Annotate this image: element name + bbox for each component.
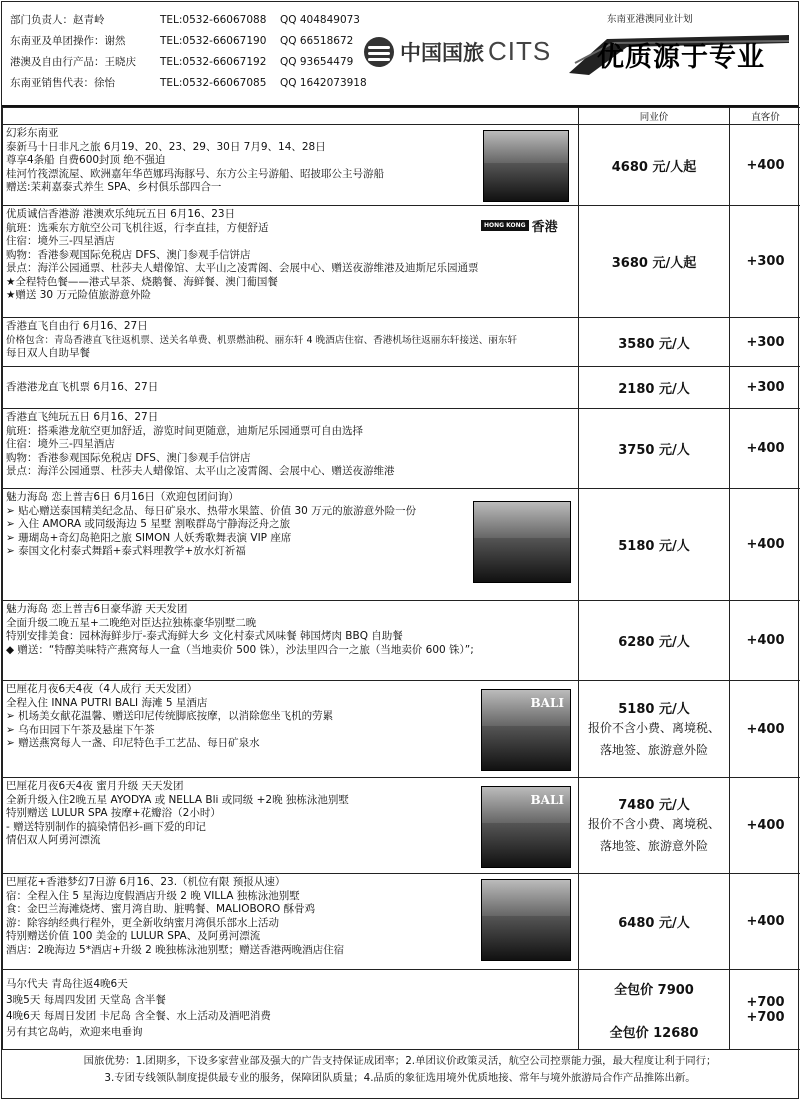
desc-line: 香港直飞纯玩五日 6月16、27日 (6, 411, 575, 425)
desc-line: 香港港龙直飞机票 6月16、27日 (6, 381, 575, 395)
price-value: 全包价 7900 (579, 979, 729, 998)
desc-line: 酒店：2晚海边 5*酒店+升级 2 晚独栋泳池别墅；赠送香港两晚酒店住宿 (6, 944, 575, 958)
retail-price: +300 (730, 318, 800, 367)
desc-line: 3晚5天 每周四发团 天堂岛 含半餐 (6, 992, 575, 1008)
desc-line: ★全程特色餐——港式早茶、烧鹅餐、海鲜餐、澳门葡国餐 (6, 276, 575, 290)
desc-line: 魅力海岛 恋上普吉6日 6月16日（欢迎包团问询） (6, 491, 575, 505)
contact-row (10, 10, 380, 31)
product-desc (3, 409, 579, 489)
price-note: 落地签、旅游意外险 (579, 739, 729, 761)
desc-line: 泰新马十日非凡之旅 6月19、20、23、29、30日 7月9、14、28日 (6, 141, 575, 155)
desc-line: 景点：海洋公园通票、杜莎夫人蜡像馆、太平山之凌霄阁、会展中心、赠送夜游维港 (6, 465, 575, 479)
globe-icon (364, 37, 394, 67)
table-row (3, 125, 800, 206)
desc-line: 巴厘花+香港梦幻7日游 6月16、23.（机位有限 预报从速） (6, 876, 575, 890)
retail-price: +400 (730, 874, 800, 970)
product-desc (3, 489, 579, 601)
desc-line: 食：金巴兰海滩烧烤、蜜月湾自助、脏鸭餐、MALIOBORO 酥骨鸡 (6, 903, 575, 917)
retail-price: +300 (730, 206, 800, 318)
desc-line: 全新升级入住2晚五星 AYODYA 或 NELLA Bli 或同级 +2晚 独栋泳池别墅 (6, 794, 575, 808)
product-desc (3, 778, 579, 874)
price-value: 5180 元/人 (579, 698, 729, 717)
desc-line: 尊享4条船 自费600封顶 绝不强迫 (6, 154, 575, 168)
retail-price: +400 (730, 681, 800, 778)
product-desc (3, 367, 579, 409)
retail-value: +700 (746, 1010, 784, 1025)
table-row (3, 206, 800, 318)
price-value: 7480 元/人 (579, 794, 729, 813)
desc-line: ➢ 入住 AMORA 或同级海边 5 星墅 割喉群岛宁静海泛舟之旅 (6, 518, 575, 532)
cits-logo (364, 36, 551, 67)
desc-line: 航班：搭乘港龙航空更加舒适，游览时间更随意，迪斯尼乐园通票可自由选择 (6, 425, 575, 439)
contact-role: 东南亚销售代表：徐怡 (10, 73, 160, 94)
product-desc (3, 318, 579, 367)
desc-line: 每日双人自助早餐 (6, 347, 575, 361)
desc-line: ➢ 赠送燕窝每人一盏、印尼特色手工艺品、每日矿泉水 (6, 737, 575, 751)
trade-price: 6480 元/人 (579, 874, 730, 970)
retail-price: +400 (730, 778, 800, 874)
retail-price: +400 (730, 409, 800, 489)
table-row (3, 367, 800, 409)
table-row (3, 681, 800, 778)
desc-line: ➢ 贴心赠送泰国精美纪念品、每日矿泉水、热带水果篮、价值 30 万元的旅游意外险一份 (6, 505, 575, 519)
contact-row (10, 73, 380, 94)
hk-logo-box: HONG KONG (481, 220, 529, 231)
table-row (3, 601, 800, 681)
contact-list (10, 10, 380, 94)
trade-price: 4680 元/人起 (579, 125, 730, 206)
desc-line: 特别安排美食：园林海鲜步厅-泰式海鲜大乡 文化村泰式风味餐 韩国烤肉 BBQ 自助餐 (6, 630, 575, 644)
bali-tag: BALI (530, 793, 564, 807)
desc-line: 全程入住 INNA PUTRI BALI 海滩 5 星酒店 (6, 697, 575, 711)
contact-tel: TEL:0532-66067088 (160, 10, 280, 31)
price-value: 全包价 12680 (579, 1022, 729, 1041)
trade-price: 3580 元/人 (579, 318, 730, 367)
desc-line: 情侣双人阿勇河漂流 (6, 834, 575, 848)
contact-role: 港澳及自由行产品：王晓庆 (10, 52, 160, 73)
footer-line: 3.专团专线领队制度提供最专业的服务，保障团队质量；4.品质的象征选用境外优质地接、常年与境外旅游局合作产品推陈出新。 (8, 1070, 792, 1087)
header-cell-desc (3, 108, 579, 125)
desc-line: 航班：选乘东方航空公司飞机往返，行李直挂，方便舒适 (6, 222, 575, 236)
table-row (3, 874, 800, 970)
contact-row (10, 31, 380, 52)
desc-line: - 赠送特别制作的搞染情侣衫-画下爱的印记 (6, 821, 575, 835)
bali-villa-photo (481, 879, 571, 961)
desc-line: 赠送:茉莉嘉泰式养生 SPA、乡村俱乐部四合一 (6, 181, 575, 195)
desc-line: 香港直飞自由行 6月16、27日 (6, 320, 575, 334)
product-desc (3, 206, 579, 318)
price-note: 报价不含小费、离境税、 (579, 813, 729, 835)
desc-line: 宿：全程入住 5 星海边度假酒店升级 2 晚 VILLA 独栋泳池别墅 (6, 890, 575, 904)
trade-price: 3680 元/人起 (579, 206, 730, 318)
header (2, 2, 798, 107)
desc-line: ➢ 机场美女献花温馨、赠送印尼传统脚底按摩，以消除您坐飞机的劳累 (6, 710, 575, 724)
product-table (2, 107, 800, 1050)
table-row (3, 970, 800, 1050)
desc-line: ★赠送 30 万元险值旅游意外险 (6, 289, 575, 303)
advantages-footer (2, 1050, 798, 1087)
brochure-page (1, 1, 799, 1099)
desc-line: 住宿：境外三-四星酒店 (6, 438, 575, 452)
product-desc (3, 601, 579, 681)
trade-price: 2180 元/人 (579, 367, 730, 409)
desc-line: 巴厘花月夜6天4夜（4人成行 天天发团） (6, 683, 575, 697)
contact-qq: QQ 404849073 (280, 10, 380, 31)
desc-line: 4晚6天 每周日发团 卡尼岛 含全餐、水上活动及酒吧消费 (6, 1008, 575, 1024)
contact-role: 部门负责人：赵青岭 (10, 10, 160, 31)
plan-title: 东南亚港澳同业计划 (607, 11, 693, 25)
bali-temple-photo (481, 786, 571, 868)
trade-price: 3750 元/人 (579, 409, 730, 489)
header-cell-trade-price: 同业价 (579, 108, 730, 125)
desc-line: ➢ 乌布田园下午茶及悬崖下午茶 (6, 724, 575, 738)
desc-line: 价格包含：青岛香港直飞往返机票、送关名单费、机票燃油税、丽东轩 4 晚酒店住宿、香港机场往返丽东轩接送、丽东轩 (6, 334, 575, 348)
contact-role: 东南亚及单团操作：谢然 (10, 31, 160, 52)
desc-line: ➢ 泰国文化村泰式舞蹈+泰式料理教学+放水灯祈福 (6, 545, 575, 559)
desc-line: 魅力海岛 恋上普吉6日豪华游 天天发团 (6, 603, 575, 617)
desc-line: 购物：香港参观国际免税店 DFS、澳门参观手信饼店 (6, 452, 575, 466)
desc-line: 购物：香港参观国际免税店 DFS、澳门参观手信饼店 (6, 249, 575, 263)
desc-line: ➢ 珊瑚岛+奇幻岛艳阳之旅 SIMON 人妖秀歌舞表演 VIP 座席 (6, 532, 575, 546)
retail-value: +700 (746, 995, 784, 1010)
logo-text-cn: 中国国旅 (400, 37, 484, 67)
phuket-boat-photo (473, 501, 571, 583)
table-row (3, 318, 800, 367)
desc-line: ◆ 赠送：“特醇美味特产燕窝每人一盒（当地卖价 500 铢），沙法里四合一之旅（当地卖价 600 铢）”; (6, 644, 575, 658)
contact-tel: TEL:0532-66067190 (160, 31, 280, 52)
retail-price: +400 (730, 601, 800, 681)
retail-price (730, 970, 800, 1050)
trade-price: 5180 元/人 (579, 489, 730, 601)
retail-price: +400 (730, 125, 800, 206)
contact-tel: TEL:0532-66067085 (160, 73, 280, 94)
trade-price: 6280 元/人 (579, 601, 730, 681)
product-desc (3, 681, 579, 778)
retail-price: +300 (730, 367, 800, 409)
desc-line: 全面升级二晚五星+二晚绝对臣达拉独栋豪华别墅二晚 (6, 617, 575, 631)
slogan-text: 优质源于专业 (597, 35, 765, 74)
table-row (3, 489, 800, 601)
desc-line: 巴厘花月夜6天4夜 蜜月升级 天天发团 (6, 780, 575, 794)
contact-tel: TEL:0532-66067192 (160, 52, 280, 73)
desc-line: 马尔代夫 青岛往返4晚6天 (6, 976, 575, 992)
hong-kong-logo (481, 216, 558, 235)
table-row (3, 778, 800, 874)
product-desc (3, 874, 579, 970)
bali-dancer-photo (481, 689, 571, 771)
slogan-banner (567, 27, 789, 79)
desc-line: 游：除容纳经典行程外，更全新收纳蜜月湾俱乐部水上活动 (6, 917, 575, 931)
thailand-photo (483, 130, 569, 202)
trade-price (579, 681, 730, 778)
hk-logo-zh: 香港 (532, 216, 558, 235)
desc-line: 景点：海洋公园通票、杜莎夫人蜡像馆、太平山之凌霄阁、会展中心、赠送夜游维港及迪斯尼乐园通票 (6, 262, 575, 276)
desc-line: 桂河竹筏漂流屋、欧洲嘉年华芭娜玛海豚号、东方公主号游船、昭披耶公主号游船 (6, 168, 575, 182)
trade-price (579, 970, 730, 1050)
desc-line: 特别赠送价值 100 美金的 LULUR SPA、及阿勇河漂流 (6, 930, 575, 944)
table-row (3, 409, 800, 489)
price-note: 报价不含小费、离境税、 (579, 717, 729, 739)
bali-tag: BALI (530, 696, 564, 710)
desc-line: 特别赠送 LULUR SPA 按摩+花瓣浴（2小时） (6, 807, 575, 821)
product-desc (3, 125, 579, 206)
desc-line: 幻彩东南亚 (6, 127, 575, 141)
price-note: 落地签、旅游意外险 (579, 835, 729, 857)
footer-line: 国旅优势：1.团期多，下设多家营业部及强大的广告支持保证成团率；2.单团议价政策灵活，航空公司控票能力强，最大程度让利于同行； (8, 1053, 792, 1070)
contact-qq: QQ 93654479 (280, 52, 380, 73)
contact-row (10, 52, 380, 73)
table-header-row (3, 108, 800, 125)
contact-qq: QQ 66518672 (280, 31, 380, 52)
trade-price (579, 778, 730, 874)
retail-price: +400 (730, 489, 800, 601)
header-cell-retail-price: 直客价 (730, 108, 800, 125)
logo-text-en: CITS (488, 36, 551, 67)
contact-qq: QQ 1642073918 (280, 73, 380, 94)
desc-line: 住宿：境外三-四星酒店 (6, 235, 575, 249)
product-desc (3, 970, 579, 1050)
desc-line: 另有其它岛屿，欢迎来电垂询 (6, 1024, 575, 1040)
desc-line: 优质诚信香港游 港澳欢乐纯玩五日 6月16、23日 (6, 208, 575, 222)
